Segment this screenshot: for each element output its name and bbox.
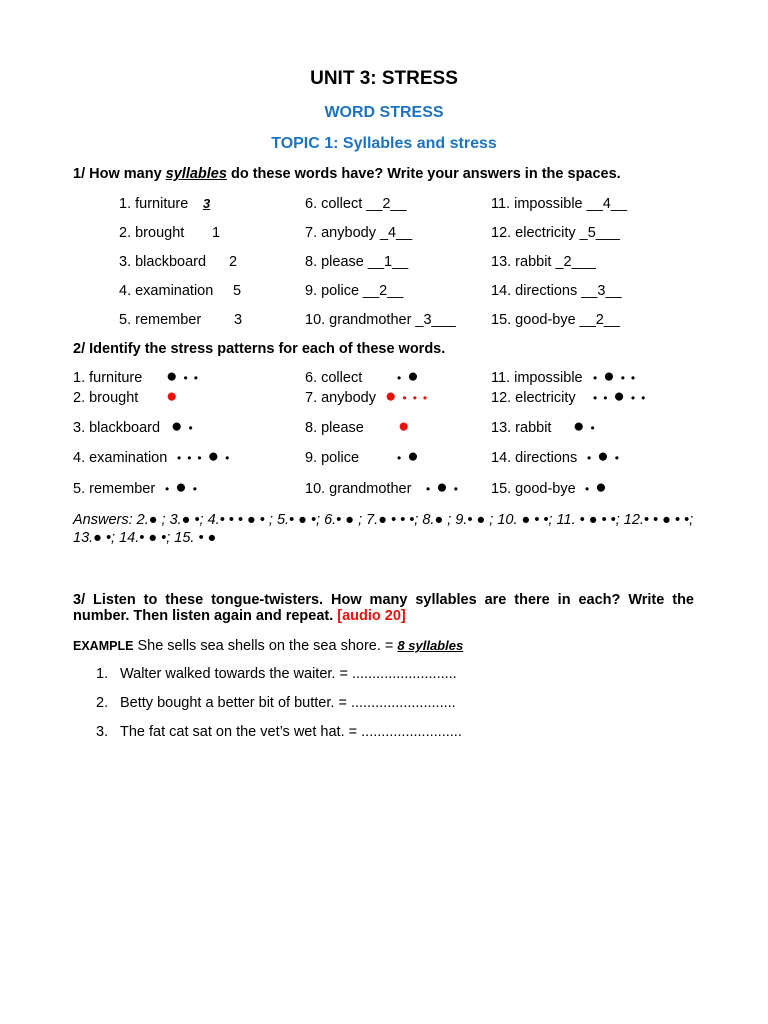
question-3-text: 3/ Listen to these tongue-twisters. How many syllables are there in each? Write the number. Then listen again and repeat.	[73, 592, 694, 624]
q1-item-text: 4. examination	[119, 283, 214, 299]
q1-item-15: 15. good-bye __2__	[491, 312, 620, 328]
stressed-syllable-dot: ●	[407, 446, 419, 467]
stressed-syllable-dot: ●	[207, 446, 220, 467]
stressed-syllable-dot: ●	[398, 416, 410, 437]
unstressed-syllable-dot: •	[197, 451, 202, 465]
q2-word-1: 1. furniture	[73, 370, 143, 386]
audio-reference: [audio 20]	[337, 608, 406, 624]
q1-item-answer: 1	[212, 225, 221, 241]
q3-item-3	[96, 724, 462, 740]
example-answer: 8 syllables	[397, 638, 464, 653]
unstressed-syllable-dot: •	[402, 391, 407, 405]
stressed-syllable-dot: ●	[573, 416, 585, 437]
q2-word-4: 4. examination	[73, 450, 168, 466]
q1-item-14: 14. directions __3__	[491, 283, 622, 299]
unstressed-syllable-dot: •	[188, 421, 193, 435]
q2-pattern-6	[397, 366, 419, 388]
q2-pattern-7	[385, 386, 427, 408]
q2-word-6: 6. collect	[305, 370, 363, 386]
q1-item-2	[119, 225, 221, 241]
q1-item-6: 6. collect __2__	[305, 196, 407, 212]
q3-item-text: Walter walked towards the waiter. = ..........................	[120, 666, 457, 682]
q2-pattern-13	[573, 416, 595, 438]
q2-pattern-11	[593, 366, 635, 388]
q1-item-text: 3. blackboard	[119, 254, 207, 270]
q1-item-10: 10. grandmother _3___	[305, 312, 456, 328]
q2-pattern-3	[171, 416, 193, 438]
q1-item-11: 11. impossible __4__	[491, 196, 627, 212]
stress-pattern	[166, 386, 178, 407]
unstressed-syllable-dot: •	[422, 391, 428, 405]
unstressed-syllable-dot: •	[412, 391, 417, 405]
q1-item-5	[119, 312, 243, 328]
question-1-prefix: 1/ How many	[73, 166, 166, 182]
q1-item-answer: 3	[234, 312, 243, 328]
stressed-syllable-dot: ●	[385, 386, 397, 407]
question-3-heading	[73, 592, 694, 624]
list-number: 3.	[96, 724, 109, 740]
unstressed-syllable-dot: •	[590, 421, 595, 435]
unstressed-syllable-dot: •	[641, 391, 646, 405]
stress-pattern	[171, 416, 193, 437]
stress-pattern	[177, 446, 230, 467]
q1-item-1	[119, 196, 211, 212]
q2-pattern-14	[587, 446, 619, 468]
stressed-syllable-dot: ●	[595, 477, 607, 498]
stressed-syllable-dot: ●	[407, 366, 419, 387]
stress-pattern	[593, 386, 646, 407]
stressed-syllable-dot: ●	[597, 446, 609, 467]
q1-item-answer: 3	[203, 196, 211, 211]
example-line	[73, 638, 463, 654]
stress-pattern	[385, 386, 428, 407]
unstressed-syllable-dot: •	[614, 451, 619, 465]
q3-item-2	[96, 695, 456, 711]
example-label: EXAMPLE	[73, 639, 134, 653]
stressed-syllable-dot: ●	[166, 386, 178, 407]
q1-item-4	[119, 283, 242, 299]
unstressed-syllable-dot: •	[183, 371, 188, 385]
q1-item-answer: 5	[233, 283, 242, 299]
stress-pattern	[398, 416, 410, 437]
q1-item-13: 13. rabbit _2___	[491, 254, 596, 270]
stressed-syllable-dot: ●	[436, 477, 448, 498]
q1-item-12: 12. electricity _5___	[491, 225, 620, 241]
q3-item-text: The fat cat sat on the vet’s wet hat. = .........................	[120, 724, 462, 740]
q1-item-text: 1. furniture	[119, 196, 189, 212]
section-title: WORD STRESS	[324, 104, 444, 121]
q1-item-9: 9. police __2__	[305, 283, 404, 299]
unstressed-syllable-dot: •	[603, 391, 608, 405]
q2-pattern-5	[165, 477, 197, 499]
unstressed-syllable-dot: •	[630, 391, 636, 405]
q2-pattern-8	[398, 416, 409, 438]
stressed-syllable-dot: ●	[613, 386, 625, 407]
unstressed-syllable-dot: •	[192, 482, 197, 496]
q2-pattern-9	[397, 446, 419, 468]
example-text: She sells sea shells on the sea shore. =	[137, 638, 394, 654]
stress-pattern	[585, 477, 607, 498]
q2-pattern-12	[593, 386, 645, 408]
list-number: 1.	[96, 666, 109, 682]
unstressed-syllable-dot: •	[397, 371, 402, 385]
unstressed-syllable-dot: •	[593, 391, 598, 405]
question-1-heading	[73, 166, 621, 182]
q2-word-8: 8. please	[305, 420, 364, 436]
q2-word-2: 2. brought	[73, 390, 139, 406]
unit-title: UNIT 3: STRESS	[310, 68, 458, 89]
q1-item-text: 5. remember	[119, 312, 202, 328]
unstressed-syllable-dot: •	[177, 451, 182, 465]
q2-word-5: 5. remember	[73, 481, 156, 497]
q2-word-3: 3. blackboard	[73, 420, 161, 436]
q2-word-10: 10. grandmother	[305, 481, 412, 497]
q2-word-13: 13. rabbit	[491, 420, 552, 436]
stress-pattern	[593, 366, 636, 387]
unstressed-syllable-dot: •	[453, 482, 458, 496]
q2-word-11: 11. impossible	[491, 370, 583, 386]
q1-item-7: 7. anybody _4__	[305, 225, 413, 241]
stressed-syllable-dot: ●	[171, 416, 183, 437]
unstressed-syllable-dot: •	[587, 451, 592, 465]
question-2-heading: 2/ Identify the stress patterns for each of these words.	[73, 341, 446, 357]
q2-word-12: 12. electricity	[491, 390, 576, 406]
question-1-keyword: syllables	[165, 166, 227, 182]
stressed-syllable-dot: ●	[603, 366, 615, 387]
unstressed-syllable-dot: •	[193, 371, 198, 385]
q2-word-9: 9. police	[305, 450, 360, 466]
q2-pattern-15	[585, 477, 607, 499]
unstressed-syllable-dot: •	[187, 451, 192, 465]
q2-word-15: 15. good-bye	[491, 481, 576, 497]
unstressed-syllable-dot: •	[225, 451, 230, 465]
stress-pattern	[397, 446, 419, 467]
stressed-syllable-dot: ●	[175, 477, 187, 498]
q2-answers: Answers: 2.● ; 3.● •; 4.• • • ● • ; 5.• ● •; 6.• ● ; 7.● • • •; 8.● ; 9.• ● ; 10. ● • •; 11. • ● • •; 12.• • ● • •; 13.● •; 14.• ● •; 15. • ●	[73, 512, 694, 546]
stress-pattern	[166, 366, 198, 387]
q1-item-text: 2. brought	[119, 225, 185, 241]
unstressed-syllable-dot: •	[397, 451, 402, 465]
q2-pattern-1	[166, 366, 198, 388]
unstressed-syllable-dot: •	[426, 482, 431, 496]
stress-pattern	[397, 366, 419, 387]
unstressed-syllable-dot: •	[630, 371, 636, 385]
question-1-suffix: do these words have? Write your answers in the spaces.	[226, 166, 621, 182]
unstressed-syllable-dot: •	[165, 482, 170, 496]
stress-pattern	[165, 477, 197, 498]
stress-pattern	[573, 416, 595, 437]
list-number: 2.	[96, 695, 109, 711]
q1-item-answer: 2	[229, 254, 238, 270]
q1-item-8: 8. please __1__	[305, 254, 409, 270]
stressed-syllable-dot: ●	[166, 366, 178, 387]
q3-item-1	[96, 666, 457, 682]
q1-item-3	[119, 254, 238, 270]
q2-word-14: 14. directions	[491, 450, 578, 466]
unstressed-syllable-dot: •	[593, 371, 598, 385]
q2-pattern-10	[426, 477, 458, 499]
topic-title: TOPIC 1: Syllables and stress	[271, 135, 497, 152]
unstressed-syllable-dot: •	[585, 482, 590, 496]
q2-word-7: 7. anybody	[305, 390, 376, 406]
q2-pattern-4	[177, 446, 229, 468]
stress-pattern	[587, 446, 619, 467]
q3-item-text: Betty bought a better bit of butter. = ..........................	[120, 695, 456, 711]
stress-pattern	[426, 477, 458, 498]
q2-pattern-2	[166, 386, 177, 408]
unstressed-syllable-dot: •	[620, 371, 625, 385]
